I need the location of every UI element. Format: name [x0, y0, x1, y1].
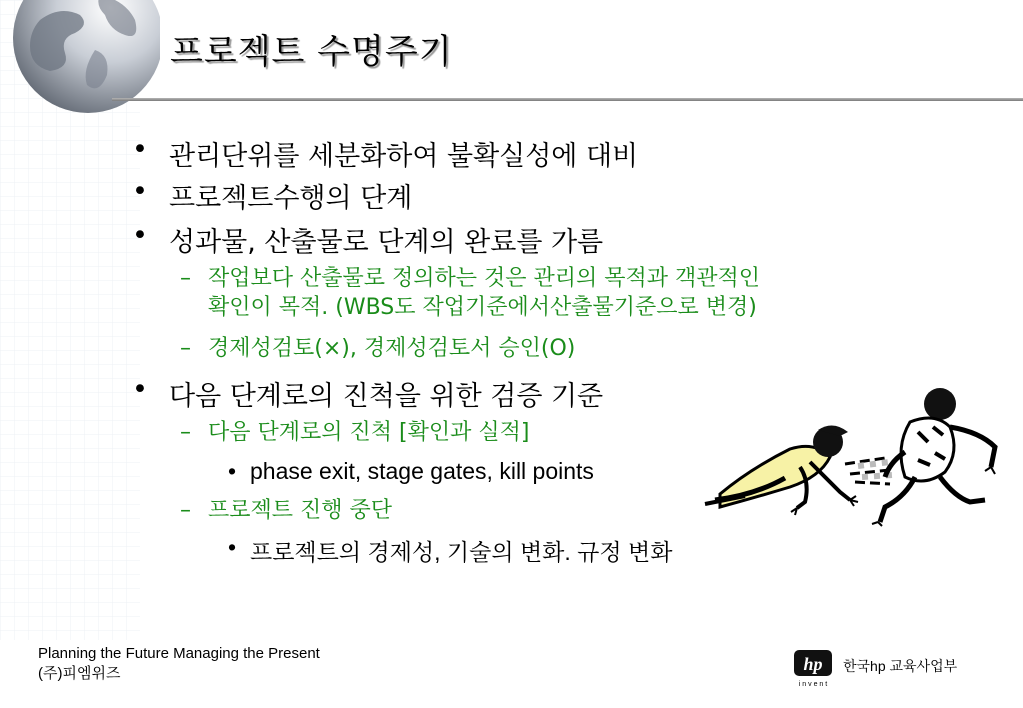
sub-bullet-text: 프로젝트 진행 중단: [208, 498, 393, 523]
dash-marker: –: [180, 498, 191, 523]
slide-title: 프로젝트 수명주기: [170, 32, 453, 72]
sub-bullet-text-continued: 확인이 목적. (WBS도 작업기준에서산출물기준으로 변경): [208, 295, 757, 320]
hp-logo: [792, 650, 838, 688]
sub-bullet-text: 다음 단계로의 진척 [확인과 실적]: [208, 420, 530, 445]
bullet-marker: •: [132, 134, 148, 165]
bullet-marker: •: [132, 374, 148, 405]
dash-marker: –: [180, 266, 191, 291]
sub-bullet-text: 경제성검토(×), 경제성검토서 승인(O): [208, 336, 576, 361]
bullet-marker: •: [228, 458, 237, 484]
title-divider: [112, 98, 1023, 101]
running-figure: [872, 388, 995, 526]
globe-image: [0, 0, 160, 125]
hp-logo-tagline: i n v e n t: [798, 681, 828, 688]
bullet-marker: •: [228, 534, 237, 560]
footer-tagline: Planning the Future Managing the Present: [38, 645, 320, 662]
bullet-text: 프로젝트수행의 단계: [169, 183, 413, 214]
footer-text: [38, 644, 320, 684]
dash-marker: –: [180, 420, 191, 445]
crawling-runner-illustration: [700, 382, 1010, 532]
dash-marker: –: [180, 336, 191, 361]
bullet-text: 다음 단계로의 진척을 위한 검증 기준: [169, 381, 604, 412]
sub-sub-bullet-text: 프로젝트의 경제성, 기술의 변화. 규정 변화: [250, 539, 673, 565]
organization-label: 한국hp 교육사업부: [843, 658, 958, 674]
crawling-figure: [705, 425, 858, 515]
sub-bullet-text: 작업보다 산출물로 정의하는 것은 관리의 목적과 객관적인: [208, 266, 761, 291]
footer-company: (주)피엠위즈: [38, 665, 121, 682]
bullet-marker: •: [132, 220, 148, 251]
bullet-text: 성과물, 산출물로 단계의 완료를 가름: [169, 227, 604, 258]
hp-logo-text: hp: [803, 654, 823, 674]
bullet-text: 관리단위를 세분화하여 불확실성에 대비: [169, 141, 639, 172]
bullet-marker: •: [132, 176, 148, 207]
sub-sub-bullet-text: phase exit, stage gates, kill points: [250, 458, 594, 484]
